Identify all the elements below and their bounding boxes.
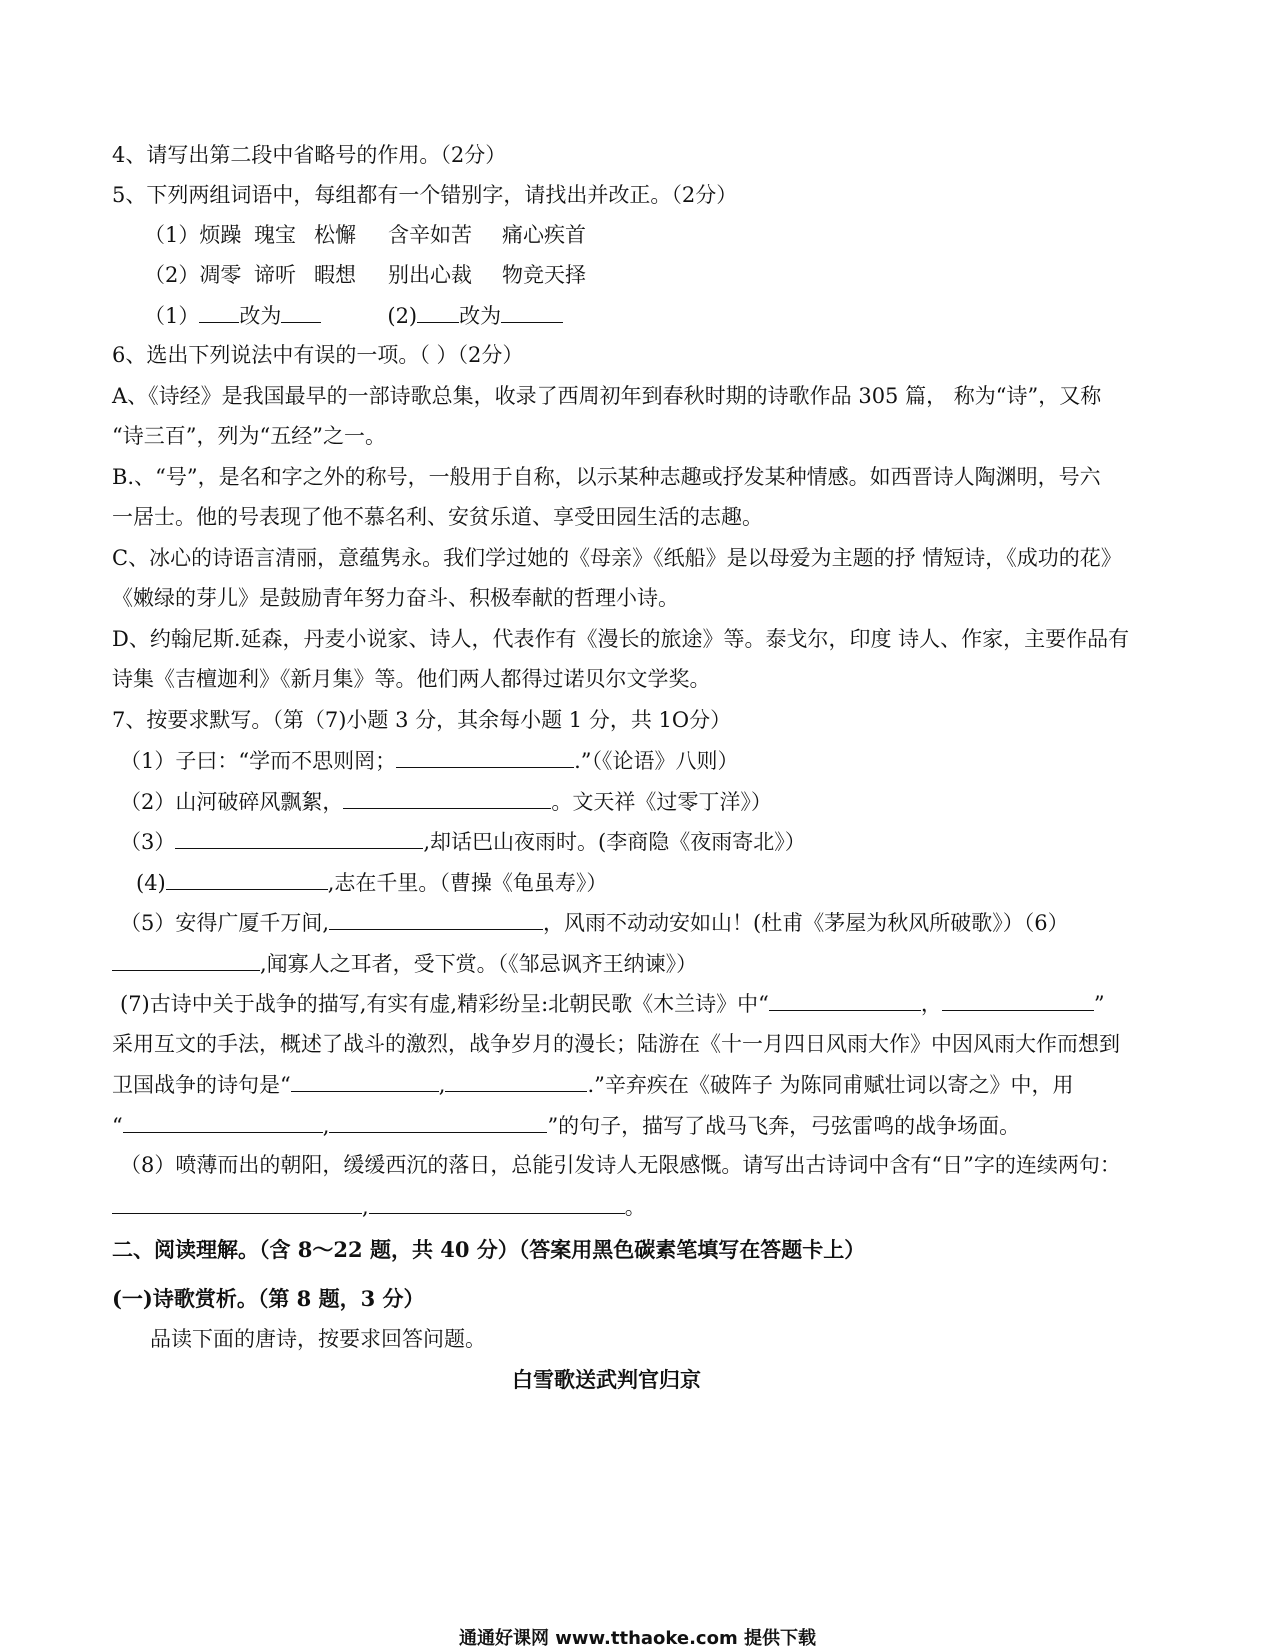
answer-blank[interactable] <box>445 1071 587 1092</box>
prompt: .”辛弃疾在《破阵子 为陈同甫赋壮词以寄之》中，用 <box>587 1073 1074 1097</box>
prompt: (4) <box>136 871 166 895</box>
answer-label: (2) <box>387 304 418 328</box>
question-5: 5、下列两组词语中，每组都有一个错别字，请找出并改正。（2分） <box>112 183 738 207</box>
question-7: 7、按要求默写。（第（7)小题 3 分，其余每小题 1 分，共 1O分） <box>112 708 732 732</box>
answer-blank[interactable] <box>166 869 328 890</box>
section-2-heading: 二、阅读理解。（含 8～22 题，共 40 分）（答案用黑色碳素笔填写在答题卡上） <box>112 1237 866 1262</box>
instruction-text: 品读下面的唐诗，按要求回答问题。 <box>150 1327 486 1351</box>
prompt: ， <box>920 992 942 1016</box>
word: 痛心疾首 <box>502 223 586 247</box>
word: 物竞天择 <box>502 263 586 287</box>
q5-group-2 <box>144 262 586 288</box>
q7-item-1 <box>120 747 739 774</box>
word: 谛听 <box>254 263 296 287</box>
prompt: 。文天祥《过零丁洋》） <box>551 790 772 814</box>
q6-option-c: C、冰心的诗语言清丽，意蕴隽永。我们学过她的《母亲》《纸船》是以母爱为主题的抒 情短诗，《成功的花》 <box>112 546 1122 570</box>
answer-blank[interactable] <box>291 1071 439 1092</box>
prompt: ,闻寡人之耳者，受下赏。（《邹忌讽齐王纳谏》） <box>260 952 698 976</box>
answer-blank[interactable] <box>329 909 543 930</box>
page-footer: 通通好课网 www.tthaoke.com 提供下载 <box>459 1628 816 1649</box>
answer-blank[interactable] <box>112 1193 362 1214</box>
q5-group-1 <box>144 222 586 248</box>
prompt: .”（《论语》八则） <box>574 749 739 773</box>
q6-option-a: A、《诗经》是我国最早的一部诗歌总集，收录了西周初年到春秋时期的诗歌作品 305 篇， 称为“诗”，又称 <box>112 384 1102 408</box>
q7-item-7-cont2 <box>112 1071 1074 1098</box>
prompt: ,却话巴山夜雨时。(李商隐《夜雨寄北》） <box>423 830 806 854</box>
answer-blank[interactable] <box>199 302 239 323</box>
q7-item-8: （8）喷薄而出的朝阳，缓缓西沉的落日，总能引发诗人无限感慨。请写出古诗词中含有“日”字的连续两句： <box>120 1153 1121 1177</box>
prompt: （2）山河破碎风飘絮， <box>120 790 344 814</box>
prompt: （1）子曰：“学而不思则罔； <box>120 749 397 773</box>
answer-blank[interactable] <box>112 950 260 971</box>
answer-blank[interactable] <box>175 828 423 849</box>
q6-option-b-cont: 一居士。他的号表现了他不慕名利、安贫乐道、享受田园生活的志趣。 <box>112 505 763 529</box>
poem-title: 白雪歌送武判官归京 <box>512 1367 701 1392</box>
word: （1）烦躁 <box>144 223 242 247</box>
prompt: （5）安得广厦千万间, <box>120 911 330 935</box>
answer-blank[interactable] <box>281 302 321 323</box>
q7-item-3 <box>120 828 806 855</box>
prompt: (7)古诗中关于战争的描写,有实有虚,精彩纷呈:北朝民歌《木兰诗》中“ <box>120 992 769 1016</box>
prompt: , <box>362 1195 369 1219</box>
answer-label: 改为 <box>459 304 502 328</box>
prompt: 。 <box>624 1195 646 1219</box>
q7-item-7 <box>120 990 1105 1017</box>
q5-answer-line <box>144 302 563 329</box>
q6-option-d-cont: 诗集《吉檀迦利》《新月集》等。他们两人都得过诺贝尔文学奖。 <box>112 667 711 691</box>
question-6: 6、选出下列说法中有误的一项。（ ）（2分） <box>112 343 524 367</box>
answer-label: （1） <box>144 304 200 328</box>
prompt: ,志在千里。（曹操《龟虽寿》） <box>327 871 608 895</box>
word: 松懈 <box>314 223 356 247</box>
answer-blank[interactable] <box>123 1112 323 1133</box>
prompt: ，风雨不动动安如山！(杜甫《茅屋为秋风所破歌》）（6） <box>543 911 1069 935</box>
q7-item-4 <box>136 869 607 896</box>
subsection-heading: (一)诗歌赏析。（第 8 题，3 分） <box>112 1286 425 1311</box>
answer-blank[interactable] <box>501 302 563 323</box>
answer-blank[interactable] <box>329 1112 547 1133</box>
word: 含辛如苦 <box>388 223 472 247</box>
prompt: “ <box>112 1114 123 1138</box>
word: （2）凋零 <box>144 263 242 287</box>
q6-option-b: B.、“号”，是名和字之外的称号，一般用于自称，以示某种志趣或抒发某种情感。如西晋诗人陶渊明，号六 <box>112 465 1101 489</box>
q7-item-8-answer <box>112 1193 646 1220</box>
q7-item-5 <box>120 909 1069 936</box>
question-4: 4、请写出第二段中省略号的作用。（2分） <box>112 143 507 167</box>
prompt: ” <box>1093 992 1105 1016</box>
prompt: ”的句子，描写了战马飞奔，弓弦雷鸣的战争场面。 <box>547 1114 1021 1138</box>
prompt: , <box>438 1073 446 1097</box>
answer-blank[interactable] <box>343 788 551 809</box>
q6-option-d: D、约翰尼斯.延森，丹麦小说家、诗人，代表作有《漫长的旅途》等。泰戈尔，印度 诗人、作家，主要作品有 <box>112 627 1130 651</box>
answer-blank[interactable] <box>369 1193 625 1214</box>
answer-blank[interactable] <box>396 747 574 768</box>
word: 暇想 <box>314 263 356 287</box>
q7-item-2 <box>120 788 772 815</box>
q6-option-c-cont: 《嫩绿的芽儿》是鼓励青年努力奋斗、积极奉献的哲理小诗。 <box>112 586 679 610</box>
q6-option-a-cont: “诗三百”，列为“五经”之一。 <box>112 424 386 448</box>
answer-label: 改为 <box>239 304 282 328</box>
word: 别出心裁 <box>388 263 472 287</box>
prompt: （3） <box>120 830 176 854</box>
answer-blank[interactable] <box>417 302 459 323</box>
q7-item-7-cont: 采用互文的手法，概述了战斗的激烈，战争岁月的漫长；陆游在《十一月四日风雨大作》中因风雨大作而想到 <box>112 1032 1120 1056</box>
prompt: 卫国战争的诗句是“ <box>112 1073 291 1097</box>
answer-blank[interactable] <box>769 990 921 1011</box>
q7-item-7-cont3 <box>112 1112 1020 1139</box>
word: 瑰宝 <box>254 223 296 247</box>
q7-item-6 <box>112 950 697 977</box>
prompt: , <box>322 1114 330 1138</box>
answer-blank[interactable] <box>942 990 1094 1011</box>
